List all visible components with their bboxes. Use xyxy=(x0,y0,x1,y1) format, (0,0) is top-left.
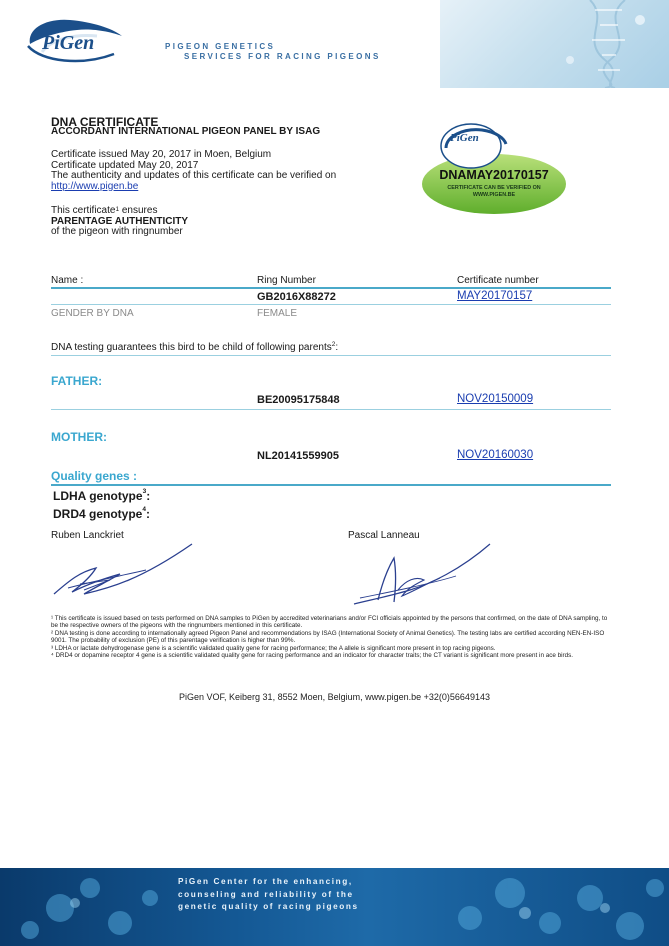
header-tagline xyxy=(165,42,381,62)
header-line-2: SERVICES FOR RACING PIGEONS xyxy=(184,52,381,61)
badge-line-1: CERTIFICATE CAN BE VERIFIED ON xyxy=(447,185,541,191)
mother-ring: NL20141559905 xyxy=(257,450,339,462)
signature-right xyxy=(350,540,500,612)
ldha-genotype xyxy=(53,489,150,503)
issued-date: Certificate issued May 20, 2017 in Moen, Belgium xyxy=(51,149,272,160)
updated-date: Certificate updated May 20, 2017 xyxy=(51,159,199,171)
footnote-ref-1: 1 xyxy=(115,206,120,213)
badge-code: DNAMAY20170157 xyxy=(439,168,549,182)
parents-statement xyxy=(51,342,338,353)
father-cert-link[interactable]: NOV20150009 xyxy=(457,393,534,405)
footnote-ref-2: 2 xyxy=(331,341,336,348)
pigen-logo xyxy=(22,14,154,70)
footer-tagline xyxy=(178,876,359,914)
signature-left xyxy=(50,540,200,602)
badge-logo-text: PiGen xyxy=(450,132,479,144)
signer-left-name: Ruben Lanckriet xyxy=(51,530,124,541)
quality-genes-label: Quality genes : xyxy=(51,469,138,483)
col-ring-header: Ring Number xyxy=(257,275,316,286)
drd4-genotype xyxy=(53,507,150,521)
gender-value: FEMALE xyxy=(257,308,298,319)
mother-label: MOTHER: xyxy=(51,430,107,444)
father-label: FATHER: xyxy=(51,374,103,388)
ldha-colon: : xyxy=(146,489,151,503)
parents-rule xyxy=(51,355,611,356)
gender-label: GENDER BY DNA xyxy=(51,308,134,319)
footnote-2: ² DNA testing is done according to internationally agreed Pigeon Panel and recommendations by ISAG (International Society of Animal Genetics). The testing labs are certified according NEN-EN-ISO 9001. The probability of exclusion (PE) of this parentage verification is higher than 99%. xyxy=(51,629,605,645)
footer-line-1: PiGen Center for the enhancing, xyxy=(178,877,353,886)
ensures-suffix: ensures xyxy=(119,205,158,216)
issue-info xyxy=(51,150,336,192)
drd4-colon: : xyxy=(145,507,150,521)
father-rule xyxy=(51,409,611,410)
footer-line-2: counseling and reliability of the xyxy=(178,889,354,899)
dna-badge xyxy=(416,118,572,216)
ensures-block xyxy=(51,206,188,238)
badge-line-2: WWW.PIGEN.BE xyxy=(472,192,516,198)
footnotes xyxy=(51,615,616,659)
certificate-title: DNA CERTIFICATE xyxy=(51,115,159,129)
badge-verify xyxy=(416,185,572,199)
mother-cert-link[interactable]: NOV20160030 xyxy=(457,449,534,461)
footer-line-3: genetic quality of racing pigeons xyxy=(178,902,359,912)
col-name-header: Name : xyxy=(51,275,84,286)
quality-rule xyxy=(51,484,611,486)
footnote-4: ⁴ DRD4 or dopamine receptor 4 gene is a scientific validated quality gene for racing performance and an indicator for character traits; the CT variant is significant more present in ace birds. xyxy=(51,652,573,660)
verify-link[interactable]: http://www.pigen.be xyxy=(51,180,139,192)
logo-text: PiGen xyxy=(42,32,95,54)
header-line-1: PIGEON GENETICS xyxy=(165,42,276,51)
ring-number: GB2016X88272 xyxy=(257,291,336,303)
dna-helix-banner xyxy=(440,0,669,88)
certificate-number-link[interactable]: MAY20170157 xyxy=(457,290,533,302)
col-cert-header: Certificate number xyxy=(457,275,539,286)
verify-text: The authenticity and updates of this certificate can be verified on xyxy=(51,170,337,181)
footnote-ref-4: 4 xyxy=(142,506,146,513)
of-pigeon-text: of the pigeon with ringnumber xyxy=(51,226,183,237)
father-ring: BE20095175848 xyxy=(257,394,340,406)
parentage-heading: PARENTAGE AUTHENTICITY xyxy=(51,215,189,227)
footnote-1: ¹ This certificate is issued based on tests performed on DNA samples to PiGen by accredited veterinarians and/or FCI officials appointed by the persons that confirmed, on the date of DNA sampling, to be the respective owners of the pigeons with the ringnumbers mentioned in this certificate. xyxy=(51,615,608,630)
table-header-rule xyxy=(51,287,611,289)
company-address: PiGen VOF, Keiberg 31, 8552 Moen, Belgium, www.pigen.be +32(0)56649143 xyxy=(179,692,490,702)
footnote-3: ³ LDHA or lactate dehydrogenase gene is a scientific validated quality gene for racing performance; the A allele is significant more present in top racing pigeons. xyxy=(51,644,496,652)
drd4-label: DRD4 genotype xyxy=(53,507,143,521)
certificate-subtitle: ACCORDANT INTERNATIONAL PIGEON PANEL BY ISAG xyxy=(51,126,321,137)
footnote-ref-3: 3 xyxy=(142,488,147,495)
ensures-prefix: This certificate xyxy=(51,205,116,216)
parents-suffix: : xyxy=(335,342,339,353)
signer-right-name: Pascal Lanneau xyxy=(348,530,420,541)
row-rule xyxy=(51,304,611,305)
parents-text: DNA testing guarantees this bird to be child of following parents xyxy=(51,342,332,353)
ldha-label: LDHA genotype xyxy=(53,489,143,503)
